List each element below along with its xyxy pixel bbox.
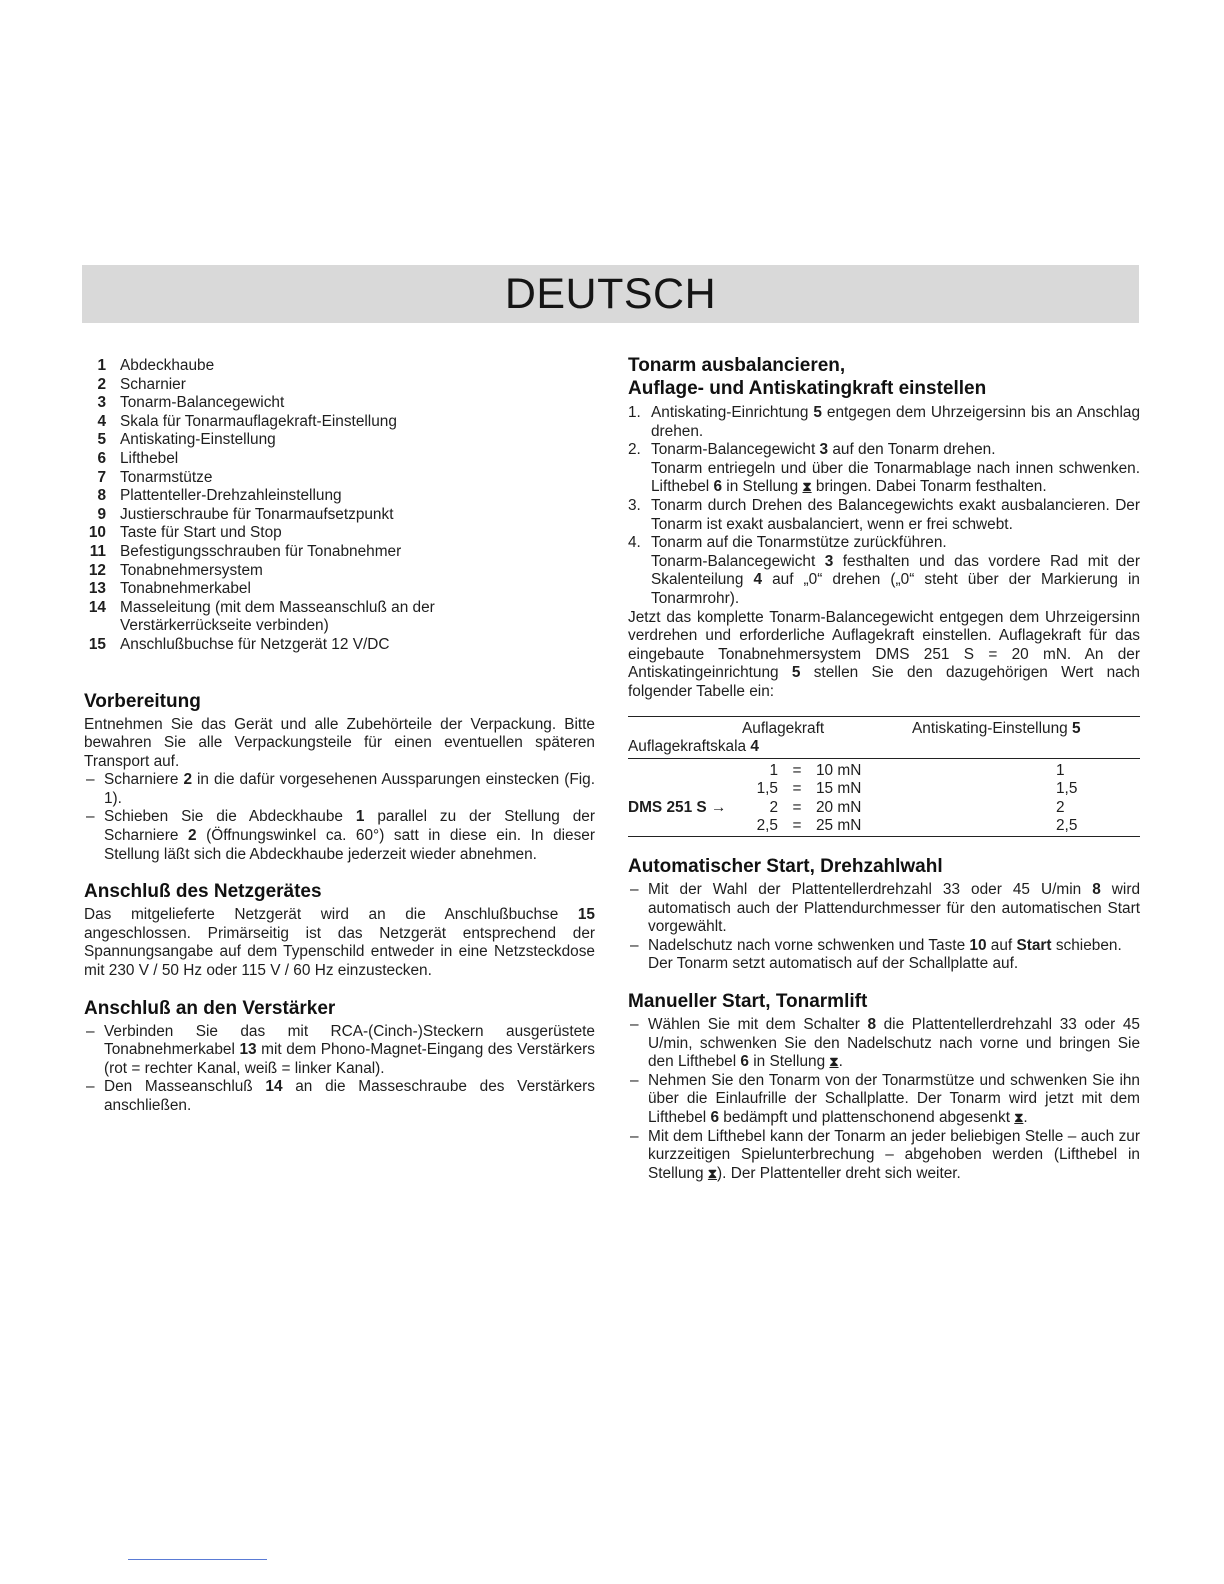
lift-down-icon: ⧗ (1014, 1110, 1024, 1125)
list-item: – Scharniere 2 in die dafür vorgesehenen Aussparungen einstecken (Fig. 1). (84, 771, 595, 808)
list-item: 8 Plattenteller-Drehzahleinstellung (97, 487, 342, 505)
table-header-scale: Auflagekraftskala 4 (628, 738, 1140, 758)
list-item: – Nadelschutz nach vorne schwenken und Taste 10 auf Start schieben. Der Tonarm setzt automatisch auf der Schallplatte auf. (628, 937, 1140, 974)
list-item: 4 Skala für Tonarmauflagekraft-Einstellung (97, 412, 397, 430)
table-row: 1,5 = 15 mN 1,5 (756, 780, 1078, 798)
list-item: 14 Masseleitung (mit dem Masseanschluß an der Verstärkerrückseite verbinden) (88, 598, 435, 635)
list-item: 4. Tonarm auf die Tonarmstütze zurückführen. Tonarm-Balancegewicht 3 festhalten und das vordere Rad mit der Skalenteilung 4 auf „0“ drehen („0“ steht über der Markierung in Tonarmrohr). (628, 534, 1140, 607)
list-item: 10 Taste für Start und Stop (88, 524, 282, 542)
table-row: 2,5 = 25 mN 2,5 (756, 817, 1078, 835)
bullet-list (84, 771, 595, 864)
lift-up-icon: ⧗ (829, 1054, 839, 1070)
list-item: 11 Befestigungsschrauben für Tonabnehmer (89, 542, 402, 560)
lift-up-icon: ⧗ (707, 1165, 718, 1181)
section-heading-auto-start: Automatischer Start, Drehzahlwahl (628, 856, 943, 878)
list-item: 9 Justierschraube für Tonarmaufsetzpunkt (97, 505, 394, 523)
table-header-row (628, 738, 1140, 758)
list-item: – Den Masseanschluß 14 an die Masseschraube des Verstärkers anschließen. (84, 1078, 595, 1115)
list-item: 2. Tonarm-Balancegewicht 3 auf den Tonarm drehen. Tonarm entriegeln und über die Tonarmablage nach innen schwenken. Lifthebel 6 in Stellung ⧗ bringen. Dabei Tonarm festhalten. (628, 441, 1140, 496)
list-item: 1 Abdeckhaube (97, 357, 215, 374)
footnote-divider (128, 1559, 267, 1560)
list-item: – Mit dem Lifthebel kann der Tonarm an jeder beliebigen Stelle – auch zur kurzzeitigen Spielunterbrechung – abgehoben werden (Lifthebel in Stellung ⧗). Der Plattenteller dreht sich weiter. (628, 1128, 1140, 1184)
section-banner (82, 265, 1139, 323)
section-heading-vorbereitung: Vorbereitung (84, 690, 201, 712)
list-item: – Nehmen Sie den Tonarm von der Tonarmstütze und schwenken Sie ihn über die Einlaufrille der Schallplatte. Der Tonarm wird jetzt mit dem Lifthebel 6 bedämpft und plattenschonend abgesenkt ⧗. (628, 1072, 1140, 1128)
left-column (84, 357, 595, 1116)
table-header-row (628, 716, 1140, 738)
bullet-list (84, 1023, 595, 1116)
table-header-force: Auflagekraft (742, 719, 825, 737)
list-item: 6 Lifthebel (97, 449, 179, 467)
parts-list (84, 357, 595, 655)
lift-down-icon: ⧗ (802, 479, 812, 495)
list-item: 15 Anschlußbuchse für Netzgerät 12 V/DC (88, 635, 390, 653)
table-row: DMS 251 S → 2 = 20 mN 2 (628, 798, 1065, 816)
list-item: 13 Tonabnehmerkabel (88, 580, 251, 598)
list-item: – Wählen Sie mit dem Schalter 8 die Plattentellerdrehzahl 33 oder 45 U/min, schwenken Sie den Nadelschutz nach vorne und bringen Sie den Lifthebel 6 in Stellung ⧗. (628, 1016, 1140, 1072)
list-item: – Verbinden Sie das mit RCA-(Cinch-)Steckern ausgerüstete Tonabnehmerkabel 13 mit dem Phono-Magnet-Eingang des Verstärkers (rot = rechter Kanal, weiß = linker Kanal). (84, 1023, 595, 1079)
bullet-list (628, 1016, 1140, 1183)
list-item: 3. Tonarm durch Drehen des Balancegewichts exakt ausbalancieren. Der Tonarm ist exakt ausbalanciert, wenn er frei schwebt. (628, 496, 1140, 533)
page-title: DEUTSCH (504, 270, 717, 318)
section-heading-netzgeraet: Anschluß des Netzgerätes (84, 881, 322, 903)
paragraph: Jetzt das komplette Tonarm-Balancegewicht entgegen dem Uhrzeigersinn verdrehen und erforderliche Auflagekraft einstellen. Auflagekraft für das eingebaute Tonabnehmersystem DMS 251 S = 20 mN. An der Antiskatingeinrichtung 5 stellen Sie den dazugehörigen Wert nach folgender Tabelle ein: (628, 608, 1140, 700)
list-item: – Mit der Wahl der Plattentellerdrehzahl 33 oder 45 U/min 8 wird automatisch auch der Plattendurchmesser für den automatischen Start vorgewählt. (628, 881, 1140, 937)
section-heading-tonarm: Tonarm ausbalancieren, Auflage- und Antiskatingkraft einstellen (628, 355, 987, 399)
right-column (628, 354, 1140, 1183)
list-item: 5 Antiskating-Einstellung (97, 431, 276, 449)
force-table (628, 716, 1140, 838)
bullet-list (628, 881, 1140, 974)
list-item: – Schieben Sie die Abdeckhaube 1 parallel zu der Stellung der Scharniere 2 (Öffnungswinkel ca. 60°) satt in diese ein. In dieser Stellung läßt sich die Abdeckhaube jederzeit wieder abnehmen. (84, 808, 595, 864)
list-item: 1. Antiskating-Einrichtung 5 entgegen dem Uhrzeigersinn bis an Anschlag drehen. (628, 404, 1141, 440)
numbered-list (628, 404, 1140, 609)
list-item: 3 Tonarm-Balancegewicht (97, 394, 285, 412)
list-item: 7 Tonarmstütze (97, 468, 213, 486)
table-row: 1 = 10 mN 1 (769, 761, 1065, 779)
table-header-antiskating: Antiskating-Einstellung 5 (912, 719, 1081, 737)
paragraph: Entnehmen Sie das Gerät und alle Zubehörteile der Verpackung. Bitte bewahren Sie alle Verpackungsteile für einen eventuellen späteren Transport auf. (84, 715, 595, 770)
section-heading-manual-start: Manueller Start, Tonarmlift (628, 991, 868, 1013)
section-heading-verstaerker: Anschluß an den Verstärker (84, 997, 336, 1019)
paragraph: Das mitgelieferte Netzgerät wird an die Anschlußbuchse 15 angeschlossen. Primärseitig ist das Netzgerät entsprechend der Spannungsangabe auf dem Typenschild entweder in eine Netzsteckdose mit 230 V / 50 Hz oder 115 V / 60 Hz einzustecken. (84, 906, 595, 980)
list-item: 12 Tonabnehmersystem (88, 561, 263, 579)
list-item: 2 Scharnier (97, 375, 186, 393)
